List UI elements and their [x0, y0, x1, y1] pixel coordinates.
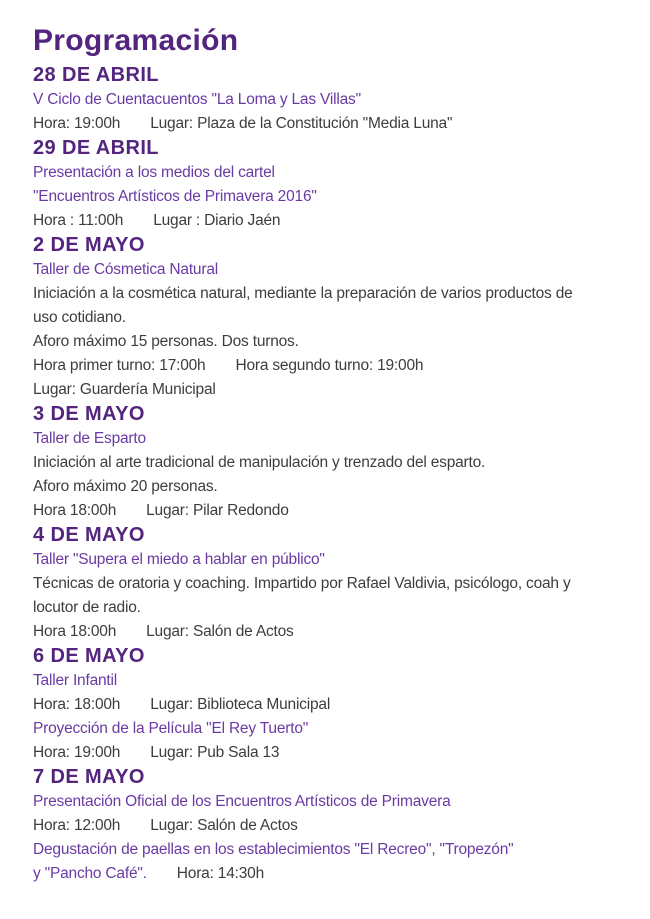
program-section — [33, 63, 630, 136]
detail-text: Hora : 11:00h — [33, 212, 124, 229]
detail-text: Hora: 12:00h — [33, 817, 121, 834]
detail-text: Lugar : Diario Jaén — [153, 212, 281, 229]
detail-text: Iniciación al arte tradicional de manipulación y trenzado del esparto. — [33, 454, 486, 471]
program-line — [33, 475, 630, 499]
program-section — [33, 765, 630, 886]
program-line — [33, 814, 630, 838]
program-line — [33, 330, 630, 354]
detail-text: Hora primer turno: 17:00h — [33, 357, 206, 374]
page-title: Programación — [33, 24, 239, 57]
program-line — [33, 185, 630, 209]
detail-text: Hora: 14:30h — [176, 865, 265, 882]
section-date-heading: 3 DE MAYO — [33, 403, 145, 425]
program-line — [33, 741, 630, 765]
program-line — [33, 378, 630, 402]
section-date-heading: 29 DE ABRIL — [33, 137, 159, 159]
section-date-heading: 6 DE MAYO — [33, 645, 145, 667]
program-section — [33, 136, 630, 233]
detail-text: Aforo máximo 15 personas. Dos turnos. — [33, 333, 299, 350]
program-line — [33, 548, 630, 572]
detail-text: Lugar: Guardería Municipal — [33, 381, 216, 398]
detail-text: Lugar: Plaza de la Constitución "Media Luna" — [150, 115, 453, 132]
event-title-text: Taller de Esparto — [33, 430, 146, 447]
detail-text: Hora 18:00h — [33, 502, 117, 519]
detail-text: Técnicas de oratoria y coaching. Impartido por Rafael Valdivia, psicólogo, coah y — [33, 575, 571, 592]
section-date-heading: 28 DE ABRIL — [33, 64, 159, 86]
detail-text: Hora: 19:00h — [33, 115, 121, 132]
detail-text: Lugar: Pub Sala 13 — [150, 744, 280, 761]
event-title-text: Taller de Cósmetica Natural — [33, 261, 218, 278]
event-title-text: V Ciclo de Cuentacuentos "La Loma y Las Villas" — [33, 91, 361, 108]
program-line — [33, 88, 630, 112]
detail-text: uso cotidiano. — [33, 309, 126, 326]
event-title-text: Taller "Supera el miedo a hablar en público" — [33, 551, 325, 568]
detail-text: Hora: 19:00h — [33, 744, 121, 761]
section-date-heading: 2 DE MAYO — [33, 234, 145, 256]
program-line — [33, 354, 630, 378]
program-line — [33, 862, 630, 886]
program-line — [33, 258, 630, 282]
program-line — [33, 451, 630, 475]
program-line — [33, 499, 630, 523]
detail-text: Iniciación a la cosmética natural, mediante la preparación de varios productos de — [33, 285, 573, 302]
program-section — [33, 402, 630, 523]
event-title-text: Taller Infantil — [33, 672, 118, 689]
program-line — [33, 693, 630, 717]
program-line — [33, 669, 630, 693]
detail-text: Hora: 18:00h — [33, 696, 121, 713]
event-title-text: Presentación Oficial de los Encuentros Artísticos de Primavera — [33, 793, 451, 810]
detail-text: Lugar: Salón de Actos — [146, 623, 294, 640]
program-line — [33, 620, 630, 644]
program-section — [33, 523, 630, 644]
event-title-text: Presentación a los medios del cartel — [33, 164, 275, 181]
event-title-text: y "Pancho Café". — [33, 865, 147, 882]
program-sections — [33, 63, 630, 886]
detail-text: Lugar: Pilar Redondo — [146, 502, 289, 519]
program-line — [33, 572, 630, 596]
program-section — [33, 233, 630, 402]
program-line — [33, 596, 630, 620]
event-title-text: Degustación de paellas en los establecimientos "El Recreo", "Tropezón" — [33, 841, 514, 858]
detail-text: Lugar: Biblioteca Municipal — [150, 696, 331, 713]
detail-text: locutor de radio. — [33, 599, 141, 616]
program-section — [33, 644, 630, 765]
program-line — [33, 306, 630, 330]
event-title-text: "Encuentros Artísticos de Primavera 2016" — [33, 188, 317, 205]
program-line — [33, 112, 630, 136]
section-date-heading: 7 DE MAYO — [33, 766, 145, 788]
program-line — [33, 161, 630, 185]
section-date-heading: 4 DE MAYO — [33, 524, 145, 546]
event-title-text: Proyección de la Película "El Rey Tuerto" — [33, 720, 309, 737]
program-line — [33, 717, 630, 741]
detail-text: Lugar: Salón de Actos — [150, 817, 298, 834]
detail-text: Hora segundo turno: 19:00h — [235, 357, 424, 374]
program-line — [33, 838, 630, 862]
program-line — [33, 790, 630, 814]
program-line — [33, 209, 630, 233]
program-line — [33, 282, 630, 306]
program-line — [33, 427, 630, 451]
detail-text: Aforo máximo 20 personas. — [33, 478, 218, 495]
detail-text: Hora 18:00h — [33, 623, 117, 640]
